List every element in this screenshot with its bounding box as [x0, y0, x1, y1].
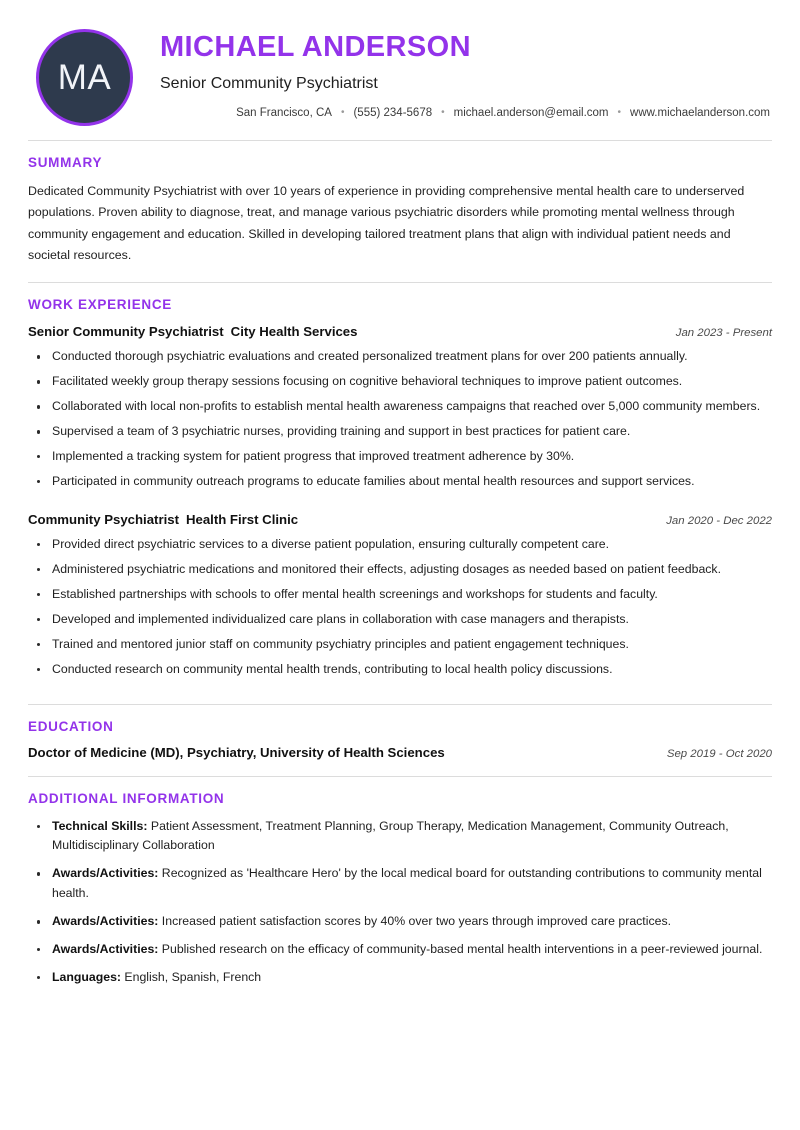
list-item: Administered psychiatric medications and monitored their effects, adjusting dosages as needed based on patient feedback. — [28, 560, 772, 580]
section-education — [28, 705, 772, 776]
list-item: Developed and implemented individualized care plans in collaboration with case managers and therapists. — [28, 610, 772, 630]
work-entry-company: Health First Clinic — [185, 511, 299, 527]
item-value: Patient Assessment, Treatment Planning, Group Therapy, Medication Management, Community Outreach, Multidisciplinary Collaboration — [52, 818, 729, 853]
section-title-summary: SUMMARY — [28, 155, 103, 170]
work-entry-dates: Jan 2023 - Present — [675, 327, 772, 340]
work-entry-heading — [28, 323, 357, 340]
bullet-separator-icon: • — [340, 107, 345, 119]
list-item — [28, 940, 772, 960]
item-label: Awards/Activities: — [52, 866, 159, 881]
additional-information-list — [28, 817, 772, 1012]
list-item: Facilitated weekly group therapy sessions focusing on cognitive behavioral techniques to improve patient outcomes. — [28, 372, 772, 392]
item-value: English, Spanish, French — [121, 969, 262, 984]
item-label: Awards/Activities: — [52, 914, 159, 929]
list-item: Trained and mentored junior staff on community psychiatry principles and patient engagement techniques. — [28, 635, 772, 655]
list-item: Conducted research on community mental health trends, contributing to local health policy discussions. — [28, 660, 772, 680]
page-title: MICHAEL ANDERSON — [160, 31, 471, 63]
list-item — [28, 864, 772, 904]
contact-phone[interactable]: (555) 234-5678 — [353, 107, 433, 120]
education-dates: Sep 2019 - Oct 2020 — [666, 747, 772, 760]
work-entry-dates: Jan 2020 - Dec 2022 — [666, 514, 772, 527]
item-value: Recognized as 'Healthcare Hero' by the local medical board for outstanding contributions to community mental health. — [52, 866, 762, 901]
work-experience-list — [28, 323, 772, 703]
bullet-separator-icon: • — [617, 107, 622, 119]
work-entry-position: Senior Community Psychiatrist — [28, 324, 224, 340]
section-work-experience — [28, 283, 772, 703]
section-summary — [28, 141, 772, 282]
contact-location: San Francisco, CA — [236, 107, 332, 120]
list-item — [28, 817, 772, 857]
resume-header — [28, 0, 772, 140]
bullet-separator-icon: • — [441, 107, 445, 119]
list-item — [28, 968, 772, 988]
item-label: Languages: — [52, 969, 122, 984]
list-item: Implemented a tracking system for patient progress that improved treatment adherence by 30%. — [28, 447, 772, 467]
list-item: Collaborated with local non-profits to establish mental health awareness campaigns that reached over 5,000 community members. — [28, 397, 772, 417]
work-entry-head — [28, 323, 772, 340]
contact-row — [160, 107, 772, 119]
header-text — [133, 27, 772, 119]
work-entry-bullets — [28, 347, 772, 491]
item-value: Published research on the efficacy of community-based mental health interventions in a peer-reviewed journal. — [158, 942, 763, 957]
education-list — [28, 745, 772, 776]
list-item — [28, 912, 772, 932]
contact-website[interactable]: www.michaelanderson.com — [630, 107, 770, 120]
list-item: Conducted thorough psychiatric evaluations and created personalized treatment plans for over 200 patients annually. — [28, 347, 772, 367]
item-label: Technical Skills: — [52, 818, 148, 833]
work-entry-company: City Health Services — [230, 324, 358, 340]
additional-information-bullets — [28, 817, 772, 988]
item-label: Awards/Activities: — [52, 942, 159, 957]
list-item: Established partnerships with schools to offer mental health screenings and workshops for students and faculty. — [28, 585, 772, 605]
summary-text: Dedicated Community Psychiatrist with over 10 years of experience in providing comprehensive mental health care to underserved populations. Proven ability to diagnose, treat, and manage various psychiatric disorders while promoting mental wellness through community engagement and education. Skilled in developing tailored treatment plans that align with individual patient needs and societal resources. — [28, 184, 745, 262]
work-entry-heading — [28, 511, 298, 528]
work-entry — [28, 323, 772, 499]
section-title-work-experience: WORK EXPERIENCE — [28, 297, 173, 313]
list-item: Participated in community outreach programs to educate families about mental health resources and support services. — [28, 472, 772, 492]
education-entry — [28, 745, 772, 760]
section-additional-information — [28, 777, 772, 1012]
list-item: Supervised a team of 3 psychiatric nurses, providing training and support in best practices for patient care. — [28, 422, 772, 442]
education-degree: Doctor of Medicine (MD), Psychiatry, University of Health Sciences — [28, 744, 445, 760]
work-entry — [28, 499, 772, 687]
work-entry-position: Community Psychiatrist — [28, 511, 179, 527]
work-entry-bullets — [28, 535, 772, 679]
contact-email[interactable]: michael.anderson@email.com — [453, 107, 609, 120]
work-entry-head — [28, 511, 772, 528]
section-title-education: EDUCATION — [28, 718, 114, 734]
header-job-title: Senior Community Psychiatrist — [160, 74, 378, 92]
section-title-additional-information: ADDITIONAL INFORMATION — [28, 790, 225, 806]
item-value: Increased patient satisfaction scores by 40% over two years through improved care practices. — [158, 914, 672, 929]
list-item: Provided direct psychiatric services to a diverse patient population, ensuring culturally competent care. — [28, 535, 772, 555]
avatar-initials: MA — [57, 57, 112, 97]
avatar — [36, 29, 133, 126]
